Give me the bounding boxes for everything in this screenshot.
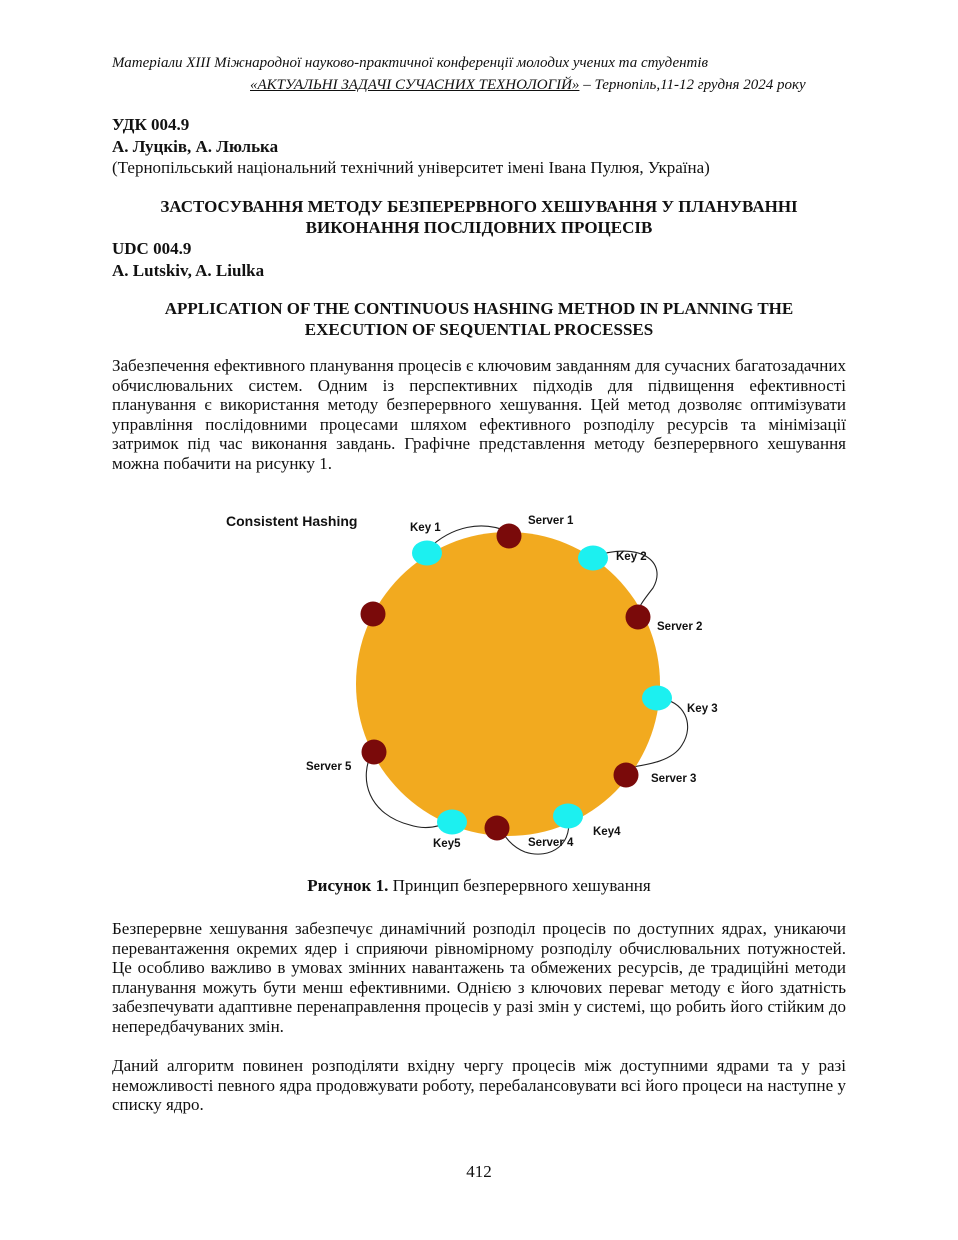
paragraph-3: Даний алгоритм повинен розподіляти вхідну чергу процесів між доступними ядрами та у разі неможливості певного ядра продовжувати роботу, перебалансовувати всі його процеси на наступне у списку ядро. (112, 1056, 846, 1115)
hash-ring (356, 532, 660, 836)
paragraph-2: Безперервне хешування забезпечує динамічний розподіл процесів по доступних ядрах, уникаючи перевантаження окремих ядер і сприяючи рівномірному розподілу обчислювальних потужностей. Це особливо важливо в умовах змінних навантажень та обмежених ресурсів, де традиційні методи планування можуть бути менш ефективними. Однією з ключових переваг методу є його здатність забезпечувати адаптивне перенаправлення процесів у разі змін у системі, що робить його стійким до непередбачуваних змін. (112, 919, 846, 1036)
conference-name: «АКТУАЛЬНІ ЗАДАЧІ СУЧАСНИХ ТЕХНОЛОГІЙ» (250, 77, 580, 93)
server-1-node (497, 524, 522, 549)
conference-header-line2 (250, 77, 806, 94)
authors-en: A. Lutskiv, A. Liulka (112, 261, 265, 280)
server-5-node (362, 740, 387, 765)
key-3-node (642, 686, 672, 711)
page-number: 412 (466, 1162, 492, 1181)
server-3-label: Server 3 (651, 773, 697, 785)
paper-title-ua (112, 196, 846, 238)
key-3-label: Key 3 (687, 703, 718, 715)
figure-caption-label: Рисунок 1. (307, 876, 389, 895)
paper-title-en (112, 298, 846, 340)
server-2-label: Server 2 (657, 621, 703, 633)
paper-title-en-line1: APPLICATION OF THE CONTINUOUS HASHING METHOD IN PLANNING THE (164, 299, 794, 318)
server-1-label: Server 1 (528, 515, 574, 527)
server-4-label: Server 4 (528, 837, 574, 849)
udc-en: UDC 004.9 (112, 239, 192, 258)
diagram-title: Consistent Hashing (226, 513, 358, 529)
key-1-label: Key 1 (410, 522, 441, 534)
paper-title-en-line2: EXECUTION OF SEQUENTIAL PROCESSES (304, 320, 654, 339)
key-5-node (437, 810, 467, 835)
authors-ua: А. Луцків, А. Люлька (112, 137, 279, 156)
affiliation-ua: (Тернопільський національний технічний університет імені Івана Пулюя, Україна) (112, 158, 710, 177)
udc-ua: УДК 004.9 (112, 115, 190, 134)
figure-caption-text: Принцип безперервного хешування (388, 876, 651, 895)
key-4-label: Key4 (593, 826, 621, 838)
paper-title-ua-line1: ЗАСТОСУВАННЯ МЕТОДУ БЕЗПЕРЕРВНОГО ХЕШУВАННЯ У ПЛАНУВАННІ (160, 197, 798, 216)
key-2-label: Key 2 (616, 551, 647, 563)
key-1-node (412, 541, 442, 566)
server-2-node (626, 605, 651, 630)
paper-title-ua-line2: ВИКОНАННЯ ПОСЛІДОВНИХ ПРОЦЕСІВ (305, 218, 653, 237)
figure-caption (112, 876, 846, 896)
server-5-label: Server 5 (306, 761, 352, 773)
conference-place-date: – Тернопіль,11-12 грудня 2024 року (579, 77, 806, 93)
conference-header-line1: Матеріали XIII Міжнародної науково-практичної конференції молодих учених та студентів (112, 55, 709, 71)
key-4-node (553, 804, 583, 829)
server-4-node (485, 816, 510, 841)
paragraph-1: Забезпечення ефективного планування процесів є ключовим завданням для сучасних багатозадачних обчислювальних систем. Одним із перспективних підходів для підвищення ефективності планування є використання методу безперервного хешування. Цей метод дозволяє оптимізувати управління послідовними процесами шляхом ефективного розподілу ресурсів та мінімізації затримок під час виконання завдань. Графічне представлення методу безперервного хешування можна побачити на рисунку 1. (112, 356, 846, 473)
key-5-label: Key5 (433, 838, 461, 850)
key-2-node (578, 546, 608, 571)
server-3-node (614, 763, 639, 788)
consistent-hashing-diagram (220, 500, 740, 865)
server-node-unlabeled (361, 602, 386, 627)
